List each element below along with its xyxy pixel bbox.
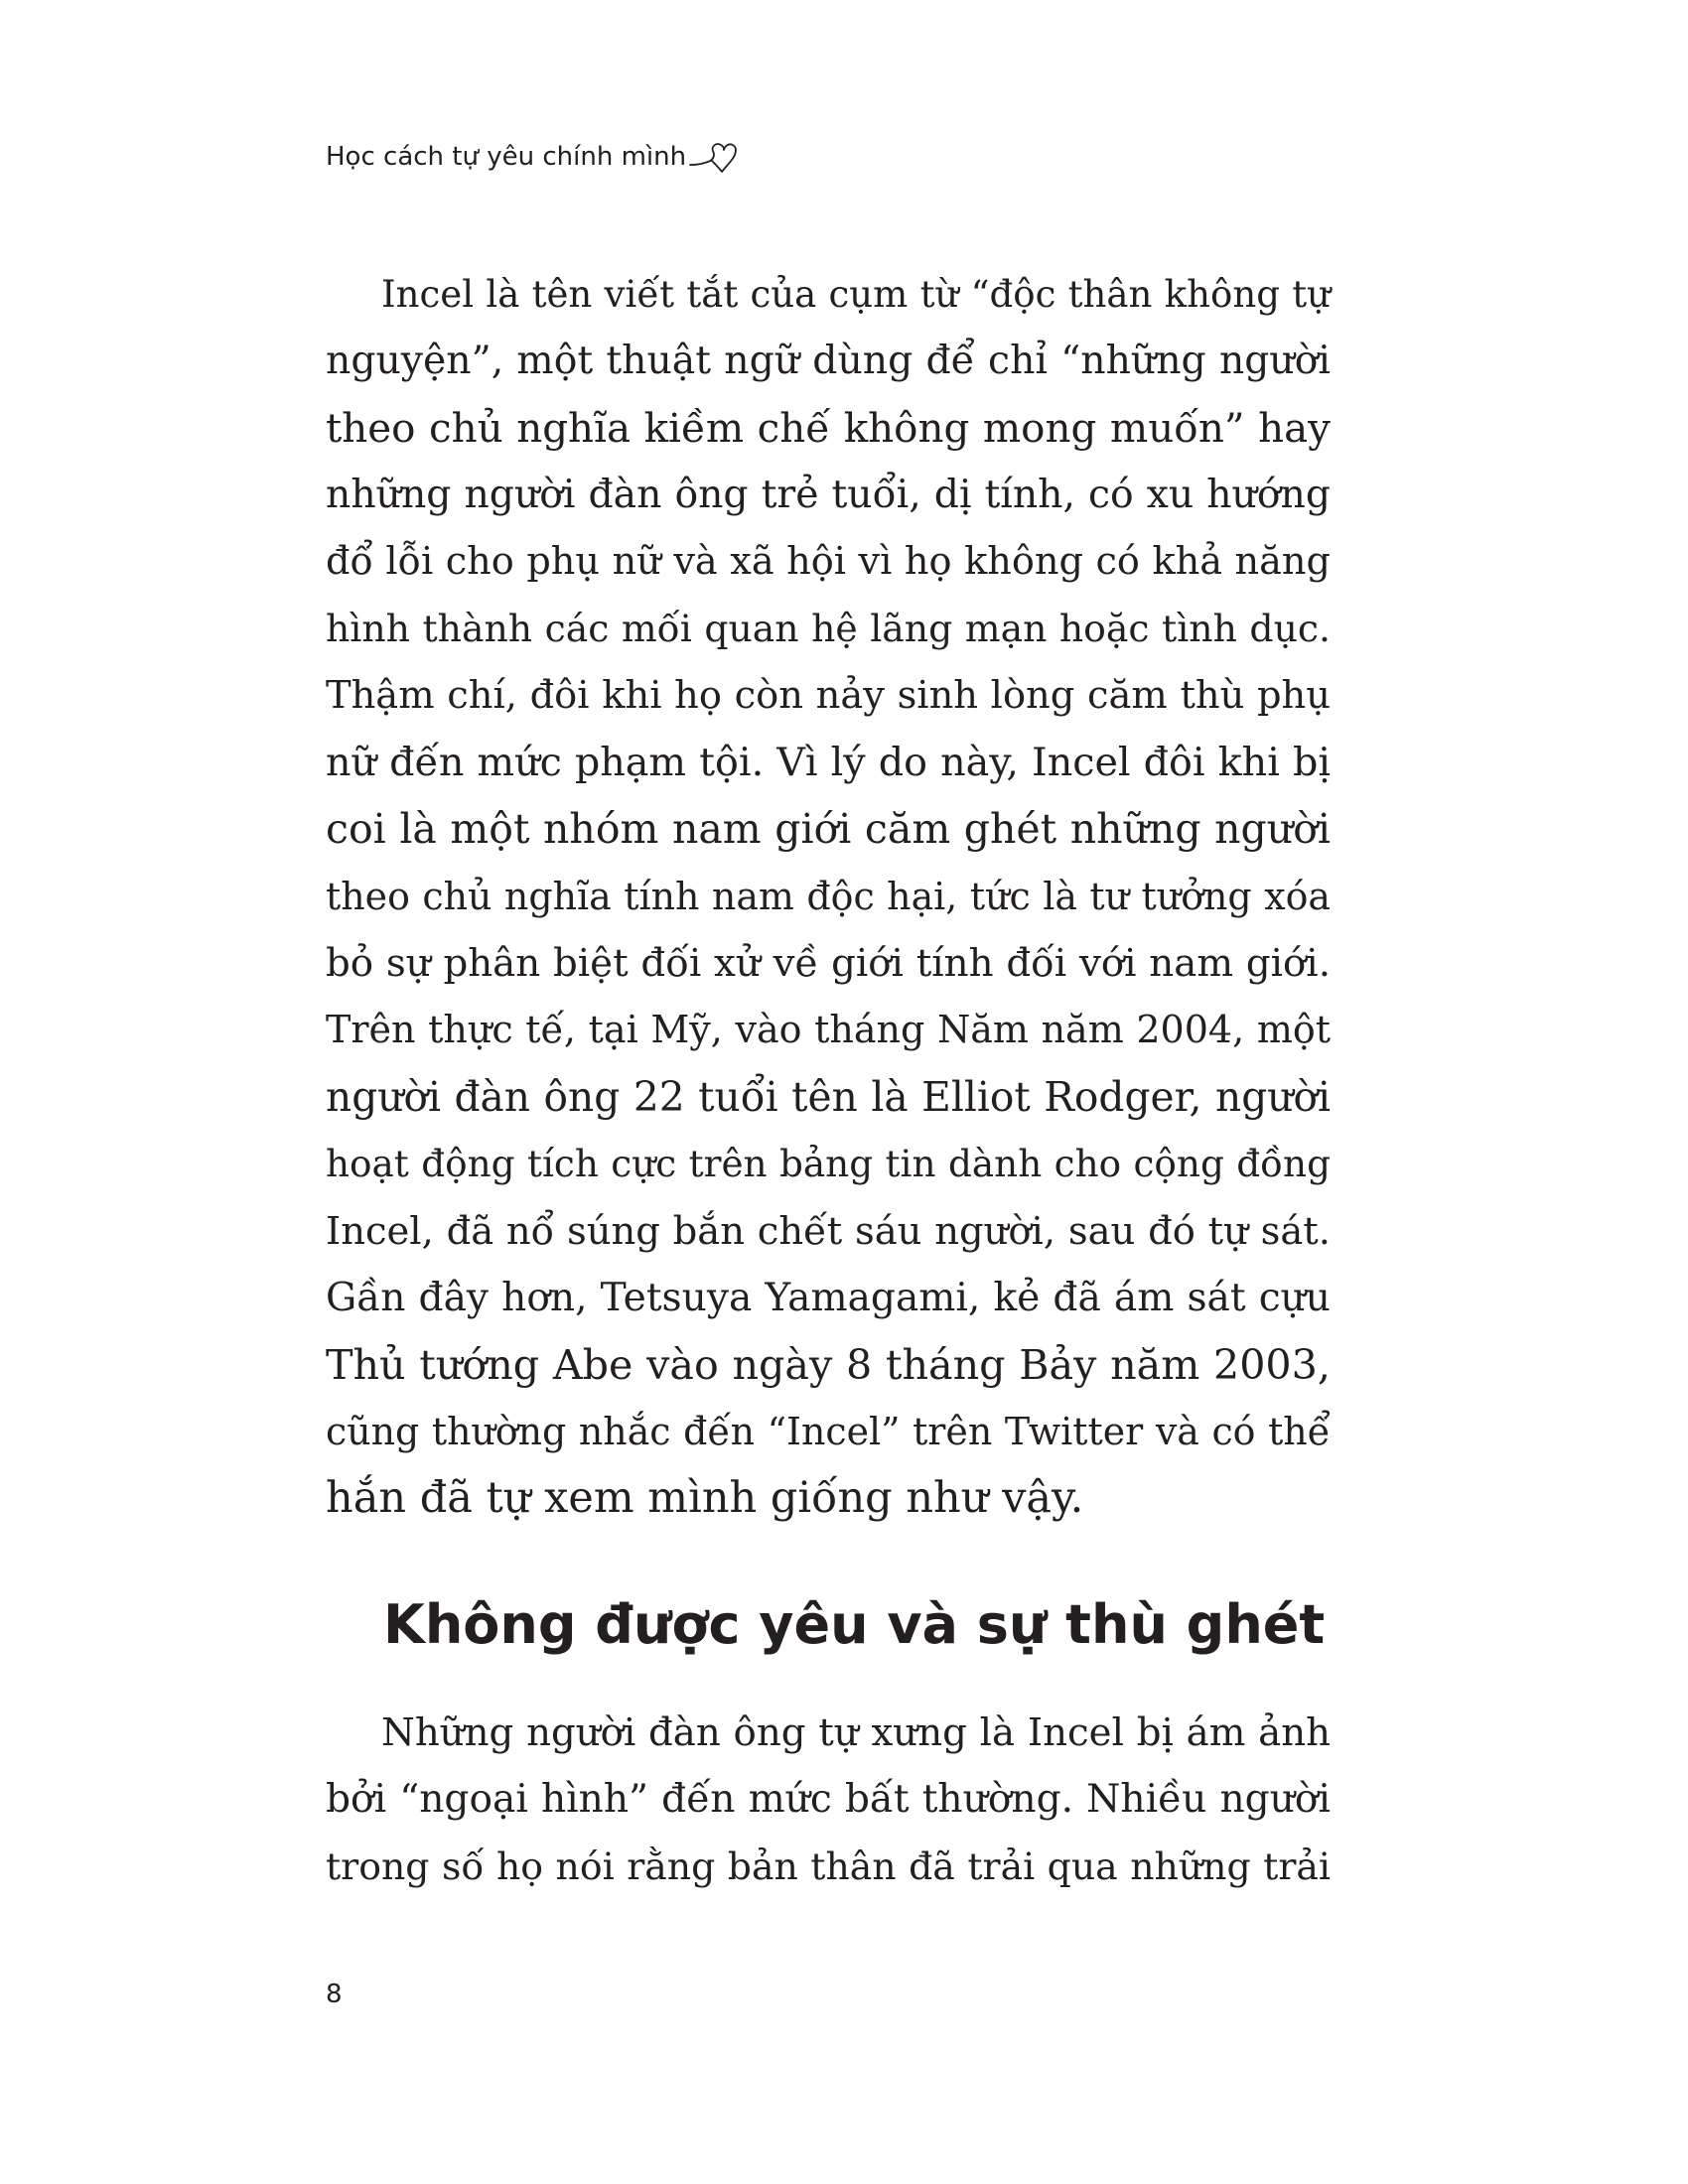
heart-outline-icon — [688, 138, 740, 176]
text-line: Incel là tên viết tắt của cụm từ “độc thân không tự — [381, 273, 1331, 316]
text-line: Incel, đã nổ súng bắn chết sáu người, sau đó tự sát. — [326, 1208, 1331, 1254]
section-heading: Không được yêu và sự thù ghét — [383, 1593, 1326, 1656]
text-line: những người đàn ông trẻ tuổi, dị tính, có xu hướng — [326, 473, 1331, 518]
text-line: Thủ tướng Abe vào ngày 8 tháng Bảy năm 2003, — [326, 1340, 1331, 1389]
text-line: Trên thực tế, tại Mỹ, vào tháng Năm năm 2004, một — [326, 1008, 1331, 1052]
text-line: người đàn ông 22 tuổi tên là Elliot Rodger, người — [326, 1072, 1331, 1121]
text-line: coi là một nhóm nam giới căm ghét những người — [326, 805, 1331, 854]
text-line: bởi “ngoại hình” đến mức bất thường. Nhiều người — [326, 1777, 1331, 1823]
text-line: nguyện”, một thuật ngữ dùng để chỉ “những người — [326, 339, 1331, 384]
text-line: Thậm chí, đôi khi họ còn nảy sinh lòng căm thù phụ — [326, 673, 1331, 719]
text-line: đổ lỗi cho phụ nữ và xã hội vì họ không có khả năng — [326, 539, 1331, 584]
text-line: theo chủ nghĩa kiềm chế không mong muốn” hay — [326, 404, 1331, 452]
text-line: hình thành các mối quan hệ lãng mạn hoặc tình dục. — [326, 607, 1331, 651]
text-line: trong số họ nói rằng bản thân đã trải qua những trải — [326, 1843, 1331, 1888]
text-line: cũng thường nhắc đến “Incel” trên Twitter và có thể — [326, 1409, 1331, 1453]
running-title: Học cách tự yêu chính mình — [326, 142, 687, 172]
page-number: 8 — [326, 1979, 343, 2009]
text-line: hoạt động tích cực trên bảng tin dành cho cộng đồng — [326, 1142, 1331, 1186]
text-line: theo chủ nghĩa tính nam độc hại, tức là tư tưởng xóa — [326, 874, 1331, 918]
text-line: nữ đến mức phạm tội. Vì lý do này, Incel đôi khi bị — [326, 739, 1331, 785]
text-line: hắn đã tự xem mình giống như vậy. — [326, 1473, 1084, 1524]
text-line: bỏ sự phân biệt đối xử về giới tính đối với nam giới. — [326, 941, 1331, 987]
running-header — [326, 137, 740, 177]
body-paragraph-1 — [326, 261, 1331, 1533]
text-line: Những người đàn ông tự xưng là Incel bị ám ảnh — [381, 1710, 1331, 1755]
body-paragraph-2 — [326, 1700, 1331, 1900]
text-line: Gần đây hơn, Tetsuya Yamagami, kẻ đã ám sát cựu — [326, 1276, 1331, 1321]
